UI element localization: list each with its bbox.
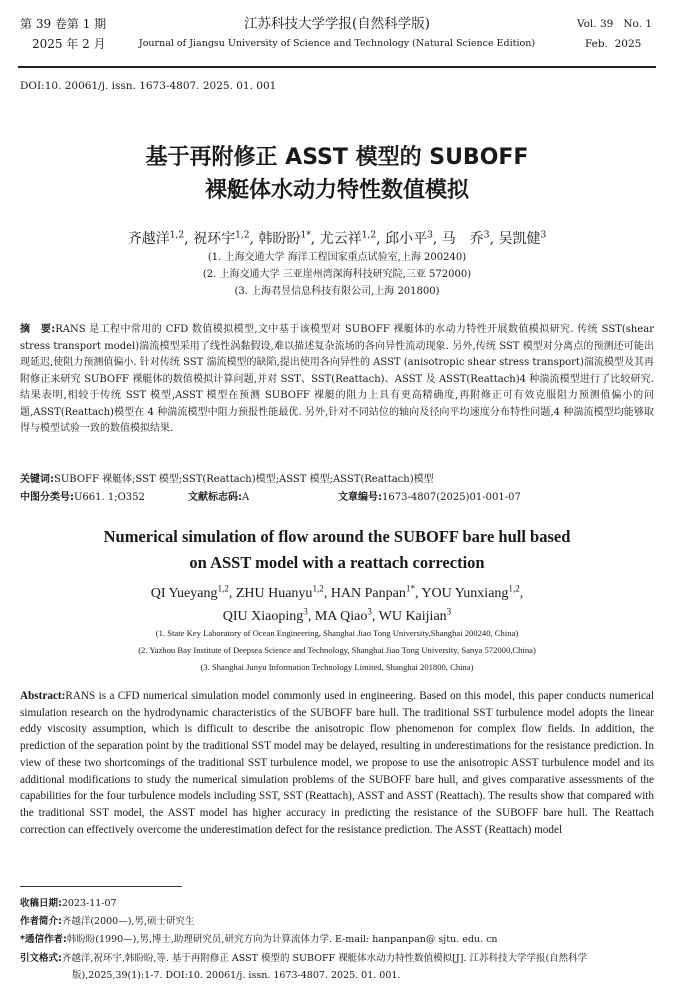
header-center (0, 14, 674, 54)
corresponding-author: *通信作者:韩盼盼(1990—),男,博士,助理研究员,研究方向为计算流体力学. E-mail: hanpanpan@ sjtu. edu. cn (20, 934, 498, 945)
author-en: WU Kaijian$^3$ (378, 606, 452, 624)
doi: DOI:10. 20061/j. issn. 1673-4807. 2025. 01. 001 (20, 80, 277, 92)
author-cn: 马 乔$^3$, (441, 230, 495, 247)
keywords-cn-text: SUBOFF 裸艇体;SST 模型;SST(Reattach)模型;ASST 模型;ASST(Reattach)模型 (54, 474, 434, 485)
abstract-cn-label: 摘 要: (20, 324, 56, 335)
author-cn: 邱小平$^3$, (385, 230, 438, 247)
title-en-line2: on ASST model with a reattach correction (189, 553, 485, 572)
date-en: Feb. 2025 (584, 38, 642, 50)
header-rule (18, 66, 656, 68)
date-cn: 2025 年 2 月 (32, 37, 106, 51)
author-cn: 尤云祥$^{1,2}$, (319, 230, 381, 247)
volume-issue-cn: 第 39 卷第 1 期 (20, 17, 107, 31)
title-en-line1: Numerical simulation of flow around the SUBOFF bare hull based (103, 527, 571, 546)
journal-name-en: Journal of Jiangsu University of Science and Technology (Natural Science Edition) (138, 38, 536, 49)
abstract-cn-text: RANS 是工程中常用的 CFD 数值模拟模型,文中基于该模型对 SUBOFF 裸艇体的水动力特性开展数值模拟研究. 传统 SST(shear stress transport model)湍流模型采用了线性涡黏假设,难以描述复杂流场的各向异性流动现象. 另外,传统 SST 模型对分离点的预测还可能出现延迟,使阻力预测值偏小. 针对传统 SST 湍流模型的缺陷,提出使用各向异性的 ASST (anisotropic shear stress transport)湍流模型及其再附修正来研究 SUBOFF 裸艇体的数值模拟计算问题,并对 SST、SST(Reattach)、ASST 及 ASST(Reattach)4 种湍流模型进行了比较研究. 结果表明,相较于传统 SST 模型,ASST 模型在预测 SUBOFF 裸艇的阻力上具有更高精确度,再附修正可有效克服阻力预测值偏小的问题,ASST(Reattach)模型在 4 种湍流模型中阻力预报性能最优. 另外,针对不同站位的轴向及径向平均速度分布特性问题,4 种湍流模型均能够取得与模型试验一致的数值模拟结果. (20, 324, 654, 434)
author-cn: 吴凯健$^3$ (498, 230, 547, 247)
author-en: YOU Yunxiang$^{1,2}$, (421, 583, 524, 601)
author-en: MA Qiao$^3$, (314, 606, 376, 624)
author-en: QIU Xiaoping$^3$, (222, 606, 312, 624)
classification-row (20, 488, 654, 503)
keywords-cn (20, 470, 654, 485)
author-en: QI Yueyang$^{1,2}$, (150, 583, 236, 601)
author-bio: 作者简介:齐越洋(2000—),男,硕士研究生 (20, 916, 195, 927)
abstract-en-text: RANS is a CFD numerical simulation model commonly used in engineering. Based on this model, this paper conducts numerical simulation research on the hydrodynamic characteristics of the SUBOFF bare hull. The traditional SST turbulence model adopts the linear eddy viscosity assumption, which is difficult to describe the anisotropic flow phenomenon for complex flow fields. In addition, the prediction of the separation point by the traditional SST model may be delayed, resulting in underestimations for the resistance prediction. In view of these two shortcomings of the traditional SST turbulence model, we propose to use the anisotropic ASST turbulence model and its additional modifications to study the numerical simulation problems of the SUBOFF bare hull, and gives comparative assessments of the capabilities for the four turbulence models including SST, SST (Reattach), ASST and ASST (Reattach). The results show that compared with the traditional SST model, the ASST model has higher accuracy in predicting the resistance of the SUBOFF bare hull. The Reattach correction can effectively overcome the underestimation defect for the resistance prediction. The ASST (Reattach) model (20, 690, 654, 836)
journal-name-cn: 江苏科技大学学报(自然科学版) (243, 16, 431, 32)
keywords-cn-label: 关键词: (20, 474, 54, 485)
abstract-cn (20, 322, 654, 438)
affiliation-en-2: (2. Yazhou Bay Institute of Deepsea Science and Technology, Shanghai Jiao Tong University, Sanya 572000,China) (138, 645, 536, 655)
title-cn-line2: 裸艇体水动力特性数值模拟 (204, 178, 469, 203)
abstract-en-label: Abstract: (20, 690, 66, 702)
clc-number: 中图分类号:U661. 1;O352 (20, 492, 145, 503)
title-cn-line1: 基于再附修正 ASST 模型的 SUBOFF (145, 145, 529, 170)
abstract-en (20, 688, 654, 838)
volume-issue-en: Vol. 39 No. 1 (576, 18, 652, 30)
article-number: 文章编号:1673-4807(2025)01-001-07 (338, 492, 521, 503)
author-en: HAN Panpan$^{1*}$, (330, 583, 422, 601)
header-right (577, 14, 652, 54)
affiliation-cn-1: (1. 上海交通大学 海洋工程国家重点试验室,上海 200240) (207, 252, 467, 263)
doc-code: 文献标志码:A (188, 492, 250, 503)
authors-cn (0, 228, 674, 248)
affiliation-cn-3: (3. 上海君昱信息科技有限公司,上海 201800) (234, 286, 440, 297)
footnote-rule (20, 886, 182, 887)
received-date: 收稿日期:2023-11-07 (20, 898, 117, 909)
affiliation-en-3: (3. Shanghai Junyu Information Technology Limited, Shanghai 201800, China) (200, 662, 474, 672)
author-cn: 韩盼盼$^{1*}$, (258, 230, 316, 247)
author-cn: 齐越洋$^{1,2}$, (127, 230, 189, 247)
author-cn: 祝环宇$^{1,2}$, (193, 230, 254, 247)
author-en: ZHU Huanyu$^{1,2}$, (235, 583, 331, 601)
affiliation-en-1: (1. State Key Laboratory of Ocean Engineering, Shanghai Jiao Tong University,Shanghai 200240, China) (155, 628, 519, 638)
citation-format: 引文格式:齐越洋,祝环宇,韩盼盼,等. 基于再附修正 ASST 模型的 SUBOFF 裸艇体水动力特性数值模拟[J]. 江苏科技大学学报(自然科学 版),2025,39(1):1-7. DOI:10. 20061/j. issn. 1673-4807. 2025. 01. 001. (20, 953, 588, 981)
affiliation-cn-2: (2. 上海交通大学 三亚崖州湾深海科技研究院,三亚 572000) (202, 269, 472, 280)
